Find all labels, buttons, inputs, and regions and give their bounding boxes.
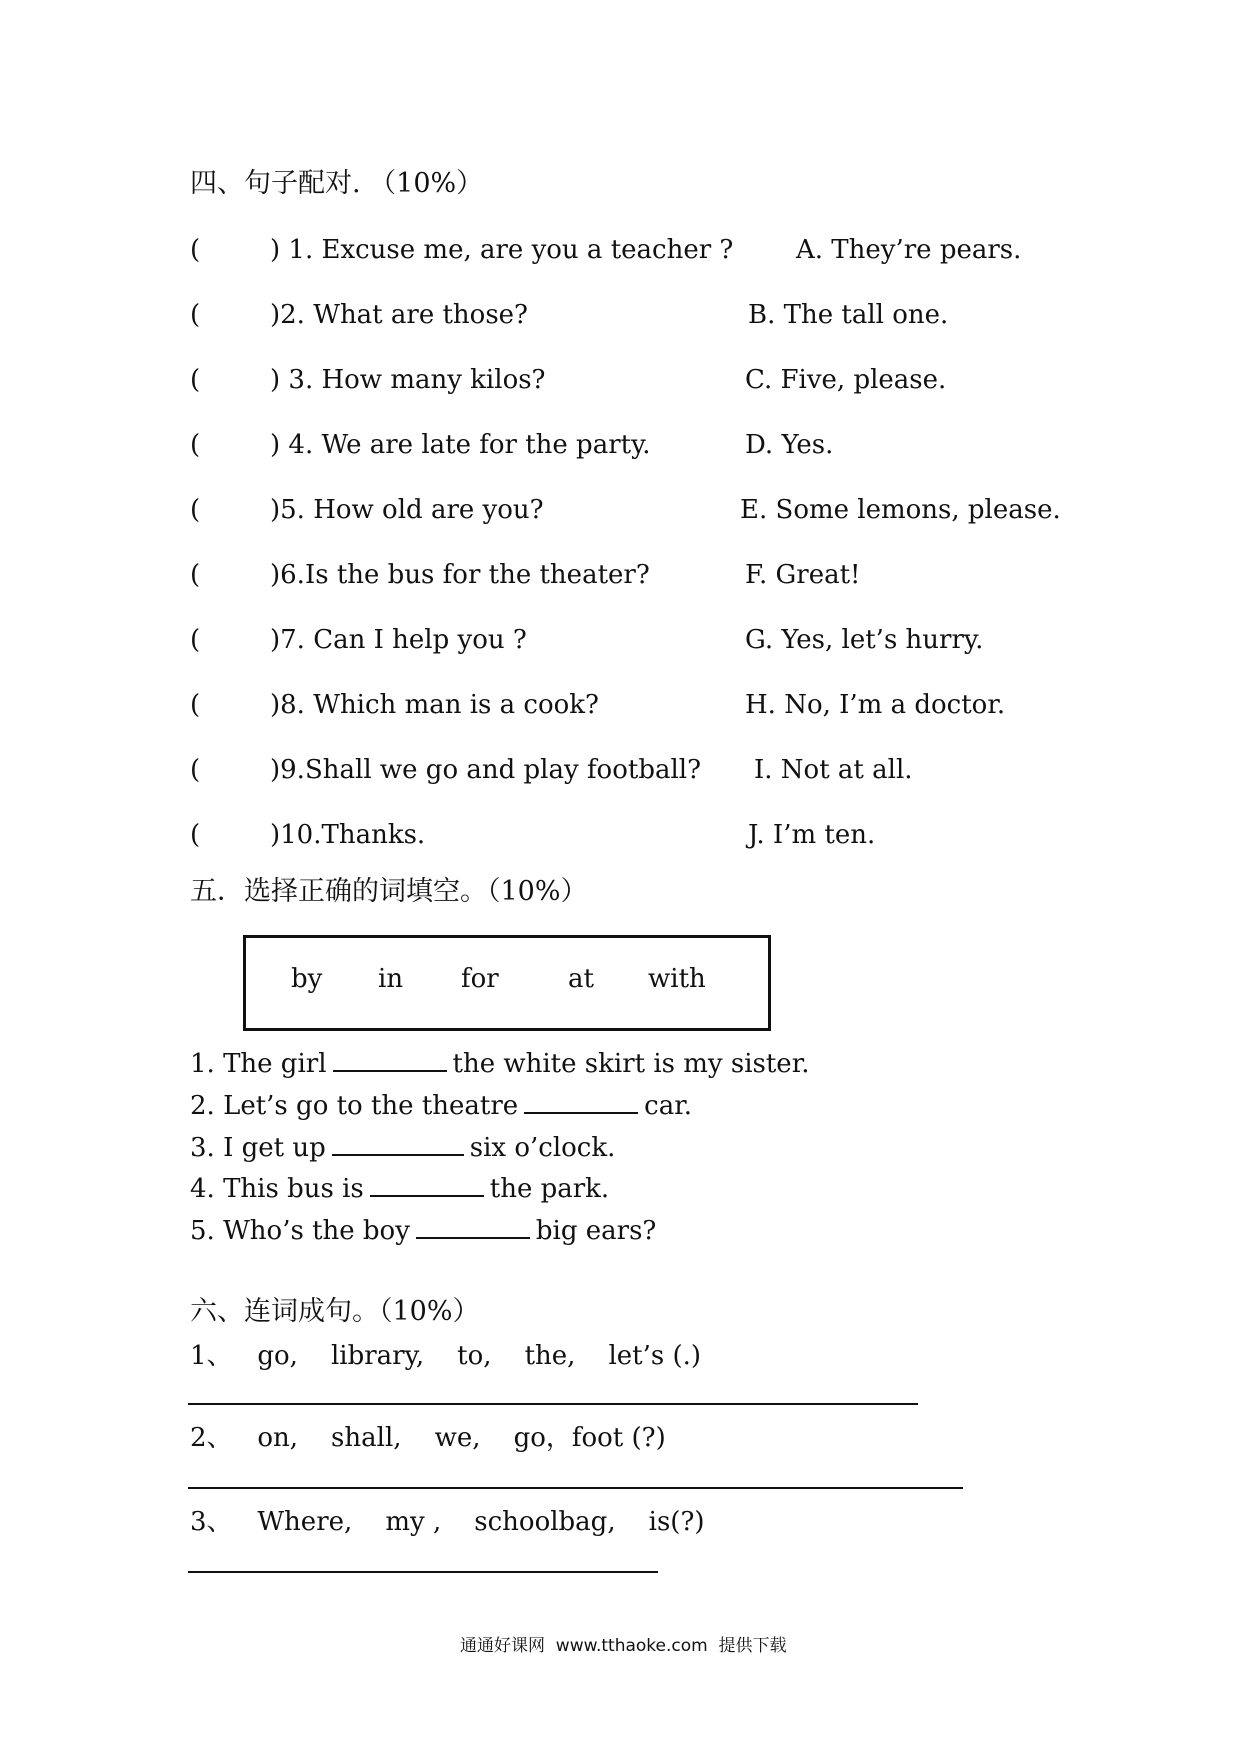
question-8: )8. Which man is a cook? [270,690,599,720]
fill-item-4-before: 4. This bus is [190,1174,364,1204]
answer-line[interactable] [188,1403,918,1405]
answer-paren[interactable]: ( [190,300,201,330]
footer-text: 通通好课网 www.tthaoke.com 提供下载 [460,1636,787,1656]
fill-item-1-before: 1. The girl [190,1049,327,1079]
answer-paren[interactable]: ( [190,235,201,265]
word-bank-item: with [648,964,706,994]
answer-line[interactable] [188,1487,963,1489]
word-bank-item: for [461,964,499,994]
fill-item-3-before: 3. I get up [190,1133,326,1163]
fill-item-1-after: the white skirt is my sister. [452,1049,810,1079]
answer-line[interactable] [188,1571,658,1573]
option-f: F. Great! [745,560,861,590]
option-b: B. The tall one. [748,300,949,330]
reorder-item-1: 1、 go, library, to, the, let’s (.) [190,1341,702,1371]
answer-paren[interactable]: ( [190,625,201,655]
answer-blank[interactable] [416,1215,530,1239]
word-bank-box [243,935,771,1031]
fill-item-5-after: big ears? [535,1216,657,1246]
answer-paren[interactable]: ( [190,365,201,395]
answer-blank[interactable] [524,1090,638,1114]
answer-blank[interactable] [332,1132,464,1156]
fill-item-4 [190,1173,609,1202]
fill-item-2-before: 2. Let’s go to the theatre [190,1091,519,1121]
answer-paren[interactable]: ( [190,430,201,460]
answer-paren[interactable]: ( [190,820,201,850]
section6-heading: 六、连词成句。（10%） [190,1296,480,1327]
question-7: )7. Can I help you ? [270,625,527,655]
section4-heading: 四、句子配对. （10%） [190,168,484,199]
fill-item-2-after: car. [644,1091,693,1121]
question-10: )10.Thanks. [270,820,426,850]
option-e: E. Some lemons, please. [740,495,1061,525]
option-c: C. Five, please. [745,365,947,395]
answer-paren[interactable]: ( [190,495,201,525]
option-i: I. Not at all. [754,755,913,785]
question-3: ) 3. How many kilos? [270,365,546,395]
option-j: J. I’m ten. [748,820,876,850]
option-a: A. They’re pears. [796,235,1022,265]
fill-item-1 [190,1048,810,1077]
reorder-item-3: 3、 Where, my , schoolbag, is(?) [190,1507,705,1537]
question-9: )9.Shall we go and play football? [270,755,702,785]
fill-item-2 [190,1090,692,1119]
answer-paren[interactable]: ( [190,755,201,785]
question-2: )2. What are those? [270,300,528,330]
answer-paren[interactable]: ( [190,690,201,720]
fill-item-4-after: the park. [489,1174,610,1204]
fill-item-5 [190,1215,656,1244]
answer-blank[interactable] [333,1048,447,1072]
question-1: ) 1. Excuse me, are you a teacher ? [270,235,734,265]
answer-blank[interactable] [370,1173,484,1197]
option-h: H. No, I’m a doctor. [745,690,1006,720]
word-bank-item: at [568,964,594,994]
fill-item-3 [190,1132,615,1161]
fill-item-3-after: six o’clock. [469,1133,616,1163]
section5-heading: 五．选择正确的词填空。（10%） [190,876,588,907]
answer-paren[interactable]: ( [190,560,201,590]
fill-item-5-before: 5. Who’s the boy [190,1216,410,1246]
option-d: D. Yes. [745,430,834,460]
question-5: )5. How old are you? [270,495,544,525]
reorder-item-2: 2、 on, shall, we, go，foot (?) [190,1423,666,1453]
option-g: G. Yes, let’s hurry. [745,625,984,655]
question-6: )6.Is the bus for the theater? [270,560,650,590]
word-bank-item: in [378,964,404,994]
word-bank-item: by [291,964,323,994]
question-4: ) 4. We are late for the party. [270,430,651,460]
